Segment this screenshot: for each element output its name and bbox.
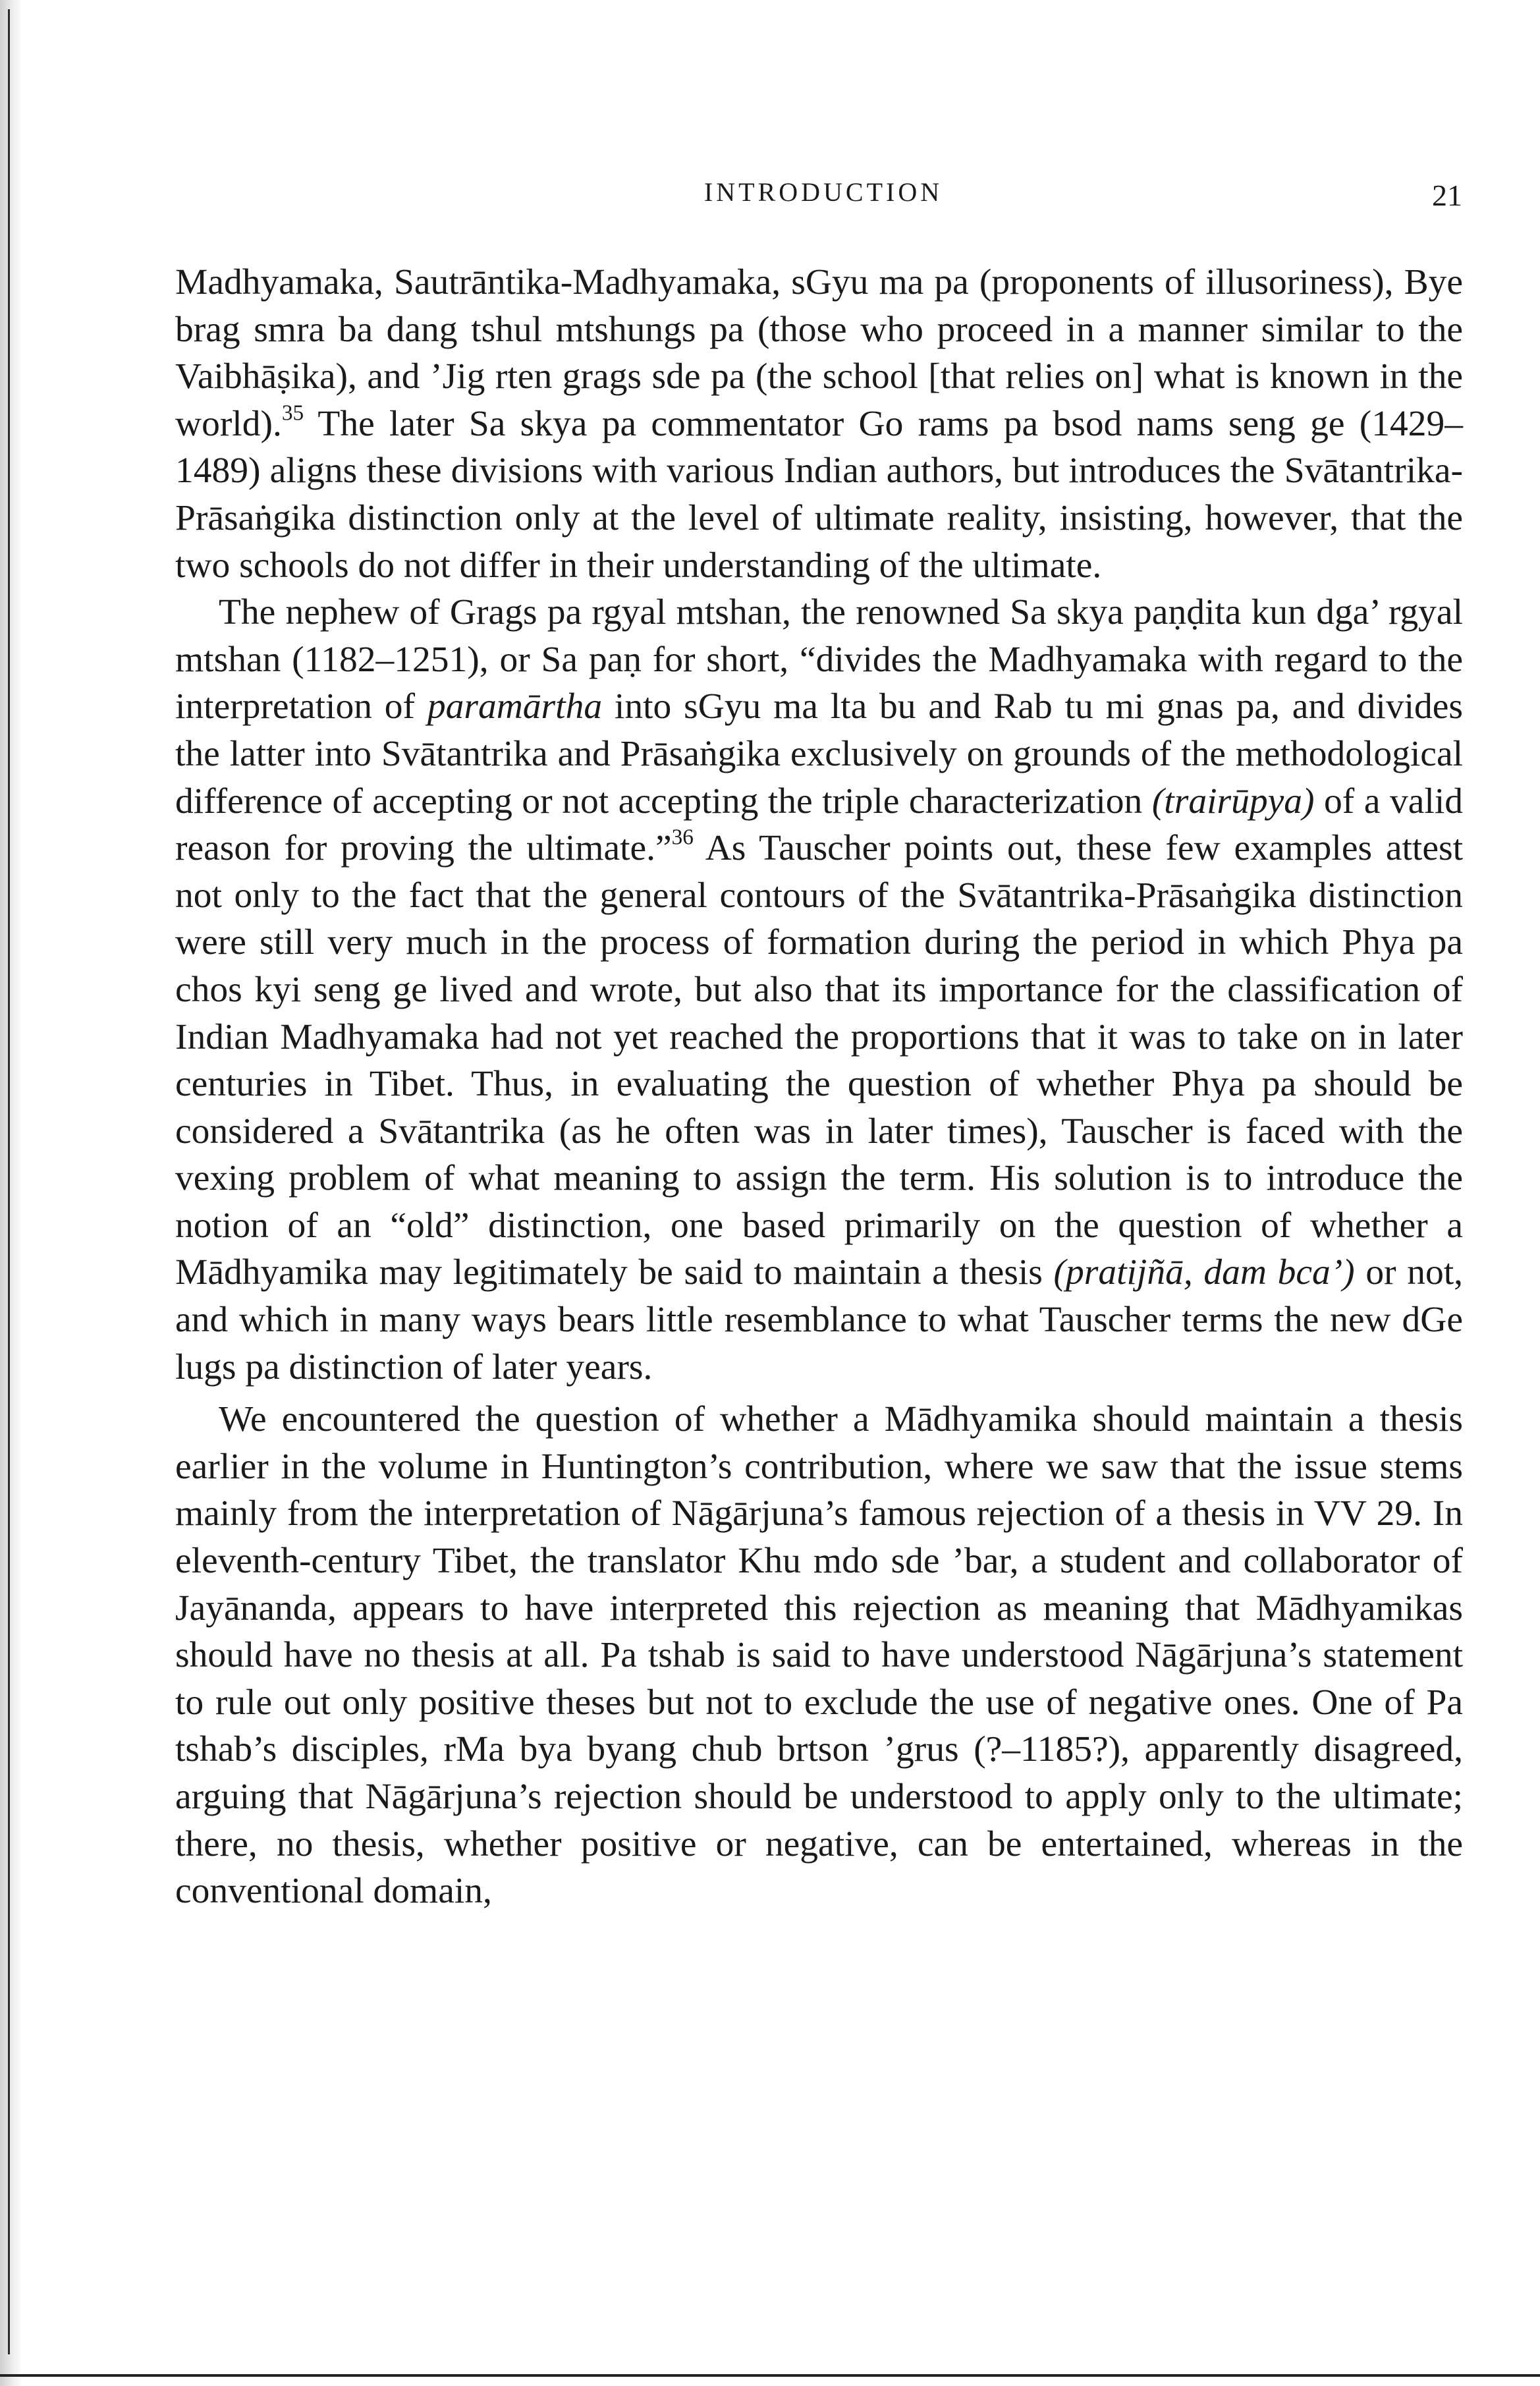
scan-gutter-shadow — [0, 0, 22, 2386]
footnote-ref-36: 36 — [671, 825, 694, 850]
paragraph-2-text-e: or not, and which in many ways bears little resemblance to what Tauscher terms the new dGe lugs pa distinction of later years. — [175, 1252, 1463, 1387]
paragraph-2 — [175, 589, 1463, 1391]
term-trairupya: (trairūpya) — [1151, 781, 1315, 821]
running-head — [184, 177, 1462, 216]
paragraph-1 — [175, 259, 1463, 589]
paragraph-3-text: We encountered the question of whether a Mādhyamika should maintain a thesis earlier in the volume in Huntington’s contribution, where we saw that the issue stems mainly from the interpretation of Nāgārjuna’s famous rejection of a thesis in VV 29. In eleventh-century Tibet, the translator Khu mdo sde ’bar, a student and collaborator of Jayānanda, appears to have interpreted this rejection as meaning that Mādhyamikas should have no thesis at all. Pa tshab is said to have understood Nāgārjuna’s statement to rule out only positive theses but not to exclude the use of negative ones. One of Pa tshab’s disciples, rMa bya byang chub brtson ’grus (?–1185?), apparently disagreed, arguing that Nāgārjuna’s rejection should be understood to apply only to the ultimate; there, no thesis, whether positive or negative, can be entertained, whereas in the conventional domain, — [175, 1399, 1463, 1912]
term-pratijna: (pratijñā, dam bca’) — [1053, 1252, 1355, 1293]
page-number: 21 — [1432, 179, 1462, 212]
body-text — [175, 259, 1463, 1915]
paragraph-1-text-a: Madhyamaka, Sautrāntika-Madhyamaka, sGyu ma pa (proponents of illusoriness), Bye brag smra ba dang tshul mtshungs pa (those who proceed in a manner similar to the Vaibhāṣika), and ’Jig rten grags sde pa (the school [that relies on] what is known in the world). — [175, 262, 1463, 444]
running-title: INTRODUCTION — [703, 177, 943, 207]
scan-bottom-rule — [0, 2374, 1540, 2377]
footnote-ref-35: 35 — [281, 401, 304, 426]
paragraph-2-text-b: into sGyu ma lta bu and Rab tu mi gnas pa, and divides the latter into Svātantrika and Prāsaṅgika exclusively on grounds of the methodological difference of accepting or not accepting the triple characterization — [175, 686, 1463, 821]
term-paramartha: paramārtha — [427, 686, 603, 727]
scan-edge-line — [8, 9, 10, 2354]
paragraph-1-text-b: The later Sa skya pa commentator Go rams pa bsod nams seng ge (1429–1489) aligns these divisions with various Indian authors, but introduces the Svātantrika-Prāsaṅgika distinction only at the level of ultimate reality, insisting, however, that the two schools do not differ in their understanding of the ultimate. — [175, 403, 1463, 586]
paragraph-2-text-d: As Tauscher points out, these few examples attest not only to the fact that the general contours of the Svātantrika-Prāsaṅgika distinction were still very much in the process of formation during the period in which Phya pa chos kyi seng ge lived and wrote, but also that its importance for the classification of Indian Madhyamaka had not yet reached the proportions that it was to take on in later centuries in Tibet. Thus, in evaluating the question of whether Phya pa should be considered a Svātantrika (as he often was in later times), Tauscher is faced with the vexing problem of what meaning to assign the term. His solution is to introduce the notion of an “old” distinction, one based primarily on the question of whether a Mādhyamika may legitimately be said to maintain a thesis — [175, 828, 1463, 1293]
paragraph-2-text-c: of a valid reason for proving the ultimate.” — [175, 781, 1463, 869]
paragraph-3 — [175, 1396, 1463, 1915]
paragraph-2-text-a: The nephew of Grags pa rgyal mtshan, the renowned Sa skya paṇḍita kun dga’ rgyal mtshan (1182–1251), or Sa paṇ for short, “divides the Madhyamaka with regard to the interpretation of — [175, 592, 1463, 727]
